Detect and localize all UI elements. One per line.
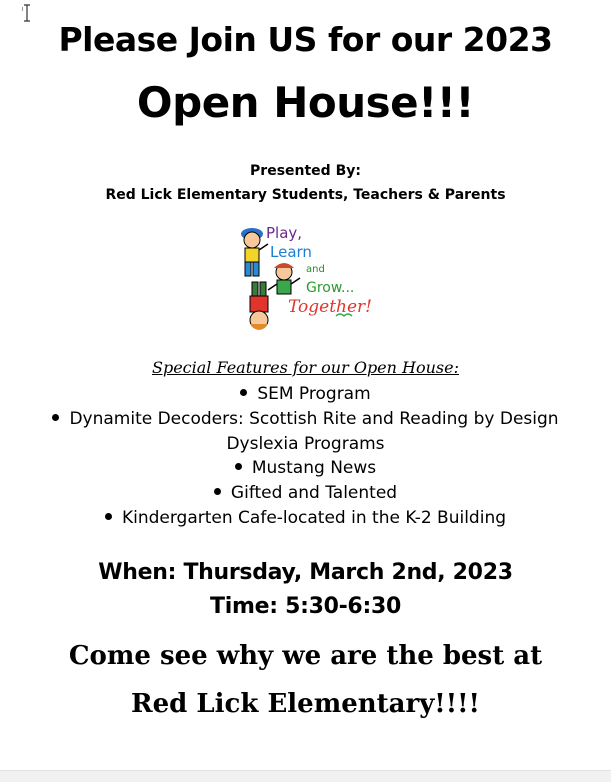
bullet-icon bbox=[214, 488, 221, 495]
logo-word-play: Play, bbox=[266, 224, 303, 242]
event-time: Time: 5:30-6:30 bbox=[210, 594, 401, 619]
bullet-icon bbox=[105, 513, 112, 520]
presenters-text: Red Lick Elementary Students, Teachers & Parents bbox=[105, 187, 506, 203]
closing-line-2: Red Lick Elementary!!!! bbox=[131, 689, 480, 719]
logo-word-and: and bbox=[306, 264, 325, 275]
event-date: When: Thursday, March 2nd, 2023 bbox=[98, 560, 513, 585]
logo-word-learn: Learn bbox=[270, 243, 312, 261]
kid-figure-icon bbox=[241, 228, 268, 276]
logo-word-grow: Grow... bbox=[306, 280, 355, 296]
feature-item: SEM Program bbox=[0, 384, 611, 404]
feature-item: Dynamite Decoders: Scottish Rite and Reading by Design bbox=[0, 409, 611, 429]
feature-item-continuation: Dyslexia Programs bbox=[226, 434, 385, 454]
closing-line-1: Come see why we are the best at bbox=[68, 641, 543, 671]
headline-line-2: Open House!!! bbox=[136, 78, 475, 127]
features-title: Special Features for our Open House: bbox=[151, 358, 459, 377]
bullet-icon bbox=[235, 463, 242, 470]
feature-item: Gifted and Talented bbox=[0, 483, 611, 503]
kid-figure-icon bbox=[250, 282, 268, 330]
page-bottom-edge bbox=[0, 770, 611, 782]
bullet-icon bbox=[240, 389, 247, 396]
play-learn-grow-together-logo bbox=[232, 220, 380, 338]
kid-figure-icon bbox=[268, 263, 300, 294]
feature-item: Mustang News bbox=[0, 458, 611, 478]
presented-by-label: Presented By: bbox=[250, 163, 361, 179]
logo-word-together: Together! bbox=[288, 297, 372, 317]
feature-item: Kindergarten Cafe-located in the K-2 Building bbox=[0, 508, 611, 528]
bullet-icon bbox=[52, 414, 59, 421]
headline-line-1: Please Join US for our 2023 bbox=[58, 20, 553, 59]
